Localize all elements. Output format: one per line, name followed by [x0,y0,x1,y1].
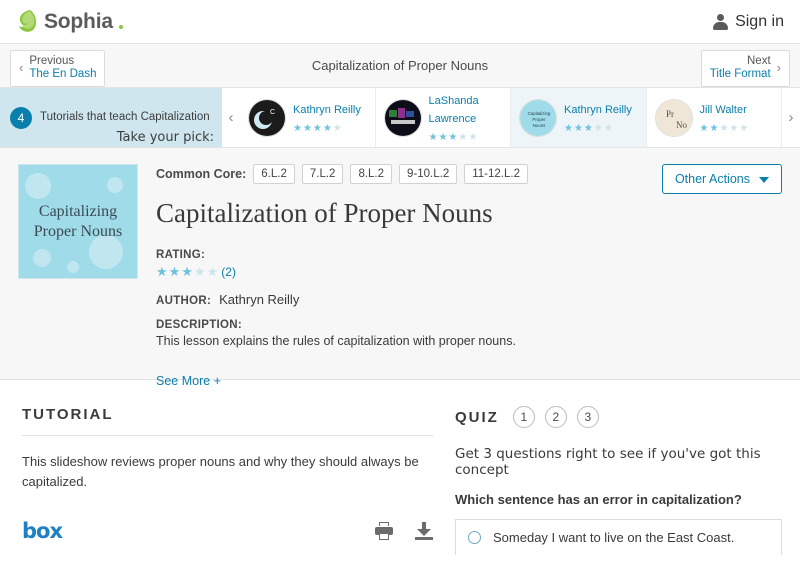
lesson-cover-image [18,164,138,279]
divider [22,435,433,436]
next-label: Next [747,55,771,67]
tutorial-author: LaShanda Lawrence [428,94,479,125]
sophia-leaf-icon [16,9,38,35]
quiz-number-1[interactable]: 1 [513,406,535,428]
tutorial-author: Kathryn Reilly [564,103,632,116]
svg-text:No: No [675,119,687,130]
quiz-heading: QUIZ [455,408,499,426]
other-actions-button[interactable] [662,164,782,194]
rating-stars: ★★★★★ [156,264,220,279]
download-icon[interactable] [415,522,433,540]
author-label: AUTHOR: [156,295,212,307]
description-text: This lesson explains the rules of capitalization with proper nouns. [156,334,516,348]
common-core-chip[interactable]: 8.L.2 [350,164,392,184]
quiz-number-3[interactable]: 3 [577,406,599,428]
tutorial-viewer-toolbar [22,519,433,543]
next-lesson-button[interactable] [701,50,790,87]
tutorial-rating-stars: ★★★★★ [293,122,343,134]
tutorial-card-3[interactable] [511,88,647,147]
quiz-header [455,406,782,428]
author-name: Kathryn Reilly [219,292,300,307]
quiz-answer-label: Someday I want to live on the East Coast. [493,530,735,545]
common-core-chip[interactable]: 9-10.L.2 [399,164,457,184]
tutorial-rating-stars: ★★★★★ [428,131,479,143]
svg-text:Proper: Proper [532,116,546,122]
bottom-section [0,380,800,580]
tutorial-thumbnail [655,99,693,137]
carousel-intro [0,88,222,147]
carousel-next-button[interactable] [782,88,800,147]
sign-in-button[interactable] [713,13,784,31]
quiz-number-2[interactable]: 2 [545,406,567,428]
tutorial-count-badge: 4 [10,107,32,129]
tutorial-thumbnail [519,99,557,137]
common-core-chip[interactable]: 7.L.2 [302,164,344,184]
svg-text:Pr: Pr [665,108,674,119]
previous-lesson-button[interactable] [10,50,105,87]
brand-logo-link[interactable] [16,9,123,35]
carousel-pick-text: Take your pick: [116,130,214,145]
common-core-chip[interactable]: 6.L.2 [253,164,295,184]
carousel-right-arrow-icon: › [788,109,794,126]
lesson-title: Capitalization of Proper Nouns [156,198,493,228]
svg-text:Nouns: Nouns [532,122,546,128]
previous-label: Previous [29,55,75,67]
rating-count: (2) [221,265,236,279]
brand-dot [119,25,123,29]
svg-text:C: C [270,108,276,116]
page-title: Capitalization of Proper Nouns [311,58,489,73]
radio-button-icon[interactable] [468,531,481,544]
quiz-question-text: Which sentence has an error in capitalization? [455,492,742,507]
rating-row[interactable] [156,264,782,280]
previous-target: The En Dash [29,68,97,81]
author-row [156,292,782,307]
tutorial-column [0,380,455,580]
chevron-right-icon: › [776,59,781,75]
carousel-intro-text: Tutorials that teach Capitalization [40,111,210,124]
lesson-detail-panel [0,148,800,388]
common-core-chip[interactable]: 11-12.L.2 [464,164,528,184]
next-target: Title Format [709,68,771,81]
tutorials-carousel [0,88,800,148]
carousel-left-arrow-icon: ‹ [228,109,234,126]
common-core-label: Common Core: [156,167,247,181]
tutorial-rating-stars: ★★★★★ [699,122,750,134]
rating-label: RATING: [156,249,206,261]
tutorial-author: Jill Walter [699,103,747,116]
quiz-column [455,380,800,580]
sign-in-label: Sign in [735,12,784,30]
quiz-question-nav [513,406,599,428]
tutorial-heading: TUTORIAL [22,406,114,423]
quiz-subtitle: Get 3 questions right to see if you've got this concept [455,446,761,478]
tutorial-card-4[interactable] [647,88,783,147]
lesson-cover-text: Capitalizing Proper Nouns [33,202,123,240]
tutorial-thumbnail [248,99,286,137]
tutorial-card-2[interactable] [376,88,512,147]
tutorial-author: Kathryn Reilly [293,103,361,116]
carousel-prev-button[interactable] [222,88,240,147]
lesson-nav-strip [0,44,800,88]
print-icon[interactable] [375,522,393,540]
description-label: DESCRIPTION: [156,319,243,331]
tutorial-thumbnail [384,99,422,137]
tutorial-body: This slideshow reviews proper nouns and why they should always be capitalized. [22,454,419,489]
svg-text:Capitalizing: Capitalizing [527,110,551,116]
chevron-left-icon: ‹ [19,59,24,75]
top-bar [0,0,800,44]
person-icon [713,14,728,30]
quiz-answer-option-1[interactable] [455,519,782,555]
box-logo: box [22,519,63,543]
see-more-link[interactable]: See More + [156,374,221,388]
other-actions-label: Other Actions [674,172,750,186]
description-block [156,319,782,348]
tutorial-rating-stars: ★★★★★ [564,122,614,134]
chevron-down-icon [759,172,769,186]
tutorial-card-1[interactable] [240,88,376,147]
brand-name: Sophia [44,9,113,33]
